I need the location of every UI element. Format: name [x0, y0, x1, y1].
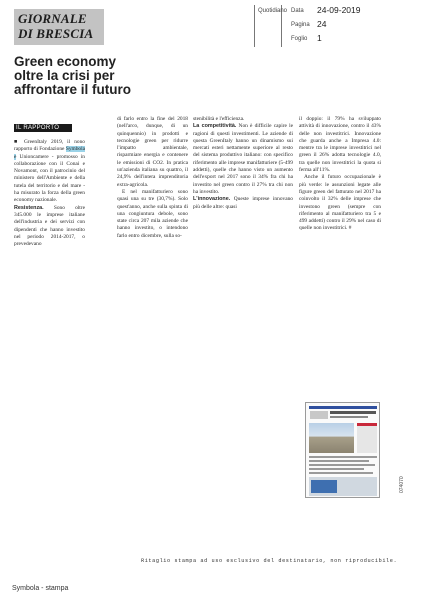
article-column-4: [299, 116, 381, 233]
col3-paragraph-3: L'innovazione. Queste imprese innovano più delle altre: quasi: [193, 196, 293, 210]
col1-paragraph-1: ■ GreenItaly 2019, il nono rapporto di Fondazione Symbola e Unioncamere - promosso in collaborazione con il Conai e Novamont, con il patrocinio del ministero dell'Ambiente e della tutela del territorio e del mare - ha misurato la forza della green economy nazionale.: [14, 139, 85, 204]
clipping-disclaimer: Ritaglio stampa ad uso esclusivo del destinatario, non riproducibile.: [141, 558, 398, 564]
masthead-line-2: DI BRESCIA: [18, 26, 94, 41]
col2-paragraph-2: E nel manifatturiero sono quasi una su tre (30,7%). Solo quest'anno, anche sulla spinta di una congiuntura debole, sono state circa 207 mila aziende che hanno investito, o intendono farlo entro dicembre, sulla so-: [117, 188, 188, 239]
article-column-1: [14, 139, 85, 248]
meta-data-label: Data: [291, 8, 304, 14]
meta-divider-left: [254, 5, 255, 47]
masthead-line-1: GIORNALE: [18, 11, 87, 26]
col4-paragraph-1: il doppio: il 79% ha sviluppato attività di innovazione, contro il 43% delle non investitrici. Innovazione che guarda anche a Impresa 4.0: mentre tra le imprese investitrici nel green il 26% adotta tecnologie 4.0, tra quelle non investitrici la quota si ferma all'11%.: [299, 116, 381, 174]
page-footer: Symbola - stampa: [12, 585, 69, 592]
meta-pagina-value: 24: [317, 19, 327, 29]
subhead-innovazione: L'innovazione.: [193, 196, 231, 203]
subhead-resistenza: Resistenza.: [14, 204, 44, 211]
col4-paragraph-2: Anche il futuro occupazionale è più verde: le assunzioni legate alle figure green del fatturato nel 2017 ha coinvolto il 32% delle imprese che investono green (sempre con riferimento al manifatturiero tra 5 e 499 addetti) contro il 29% nel caso di quelle non investitrici. #: [299, 174, 381, 232]
newspaper-page-thumbnail: [305, 402, 380, 498]
article-section-tag: IL RAPPORTO: [14, 124, 72, 132]
col3-paragraph-1: stenibilità e l'efficienza.: [193, 116, 245, 122]
meta-pagina-label: Pagina: [291, 22, 310, 28]
meta-data-value: 24-09-2019: [317, 5, 361, 15]
meta-section-label: Quotidiano: [258, 8, 288, 14]
article-column-2: [117, 116, 188, 240]
clipping-code: 074070: [399, 476, 405, 493]
highlighted-keyword: Symbola e: [14, 146, 85, 160]
article-column-3: [193, 116, 293, 211]
thumbnail-photo: [309, 423, 354, 453]
col3-paragraph-2: La competitività. Non è difficile capire le ragioni di questi investimenti. Le aziende di questa GreenItaly hanno un dinamismo sui mercati esteri nettamente superiore al resto del sistema produttivo italiano: con specifico riferimento alle imprese manifatturiere (5-499 addetti), quelle che hanno visto un aumento dell'export nel 2017 sono il 34% fra chi ha investito nel green contro il 27% tra chi non ha investito.: [193, 123, 293, 195]
article-headline: Green economy oltre la crisi per affrontare il futuro: [14, 54, 131, 97]
meta-foglio-value: 1: [317, 33, 322, 43]
meta-foglio-label: Foglio: [291, 36, 308, 42]
col2-paragraph-1: di farlo entro la fine del 2018 (nell'arco, dunque, di un quinquennio) in prodotti e tecnologie green per ridurre l'impatto ambientale, risparmiare energia e contenere le emissioni di CO2. In pratica un'azienda italiana su quattro, il 24,9% dell'intera imprenditoria extra-agricola.: [117, 116, 188, 188]
newspaper-masthead: [14, 9, 104, 45]
subhead-competitivita: La competitività.: [193, 123, 237, 130]
col1-paragraph-2: Resistenza. Sono oltre 345.000 le imprese italiane dell'industria e dei servizi con dipendenti che hanno investito nel periodo 2014-2017, o prevedevano: [14, 204, 85, 248]
